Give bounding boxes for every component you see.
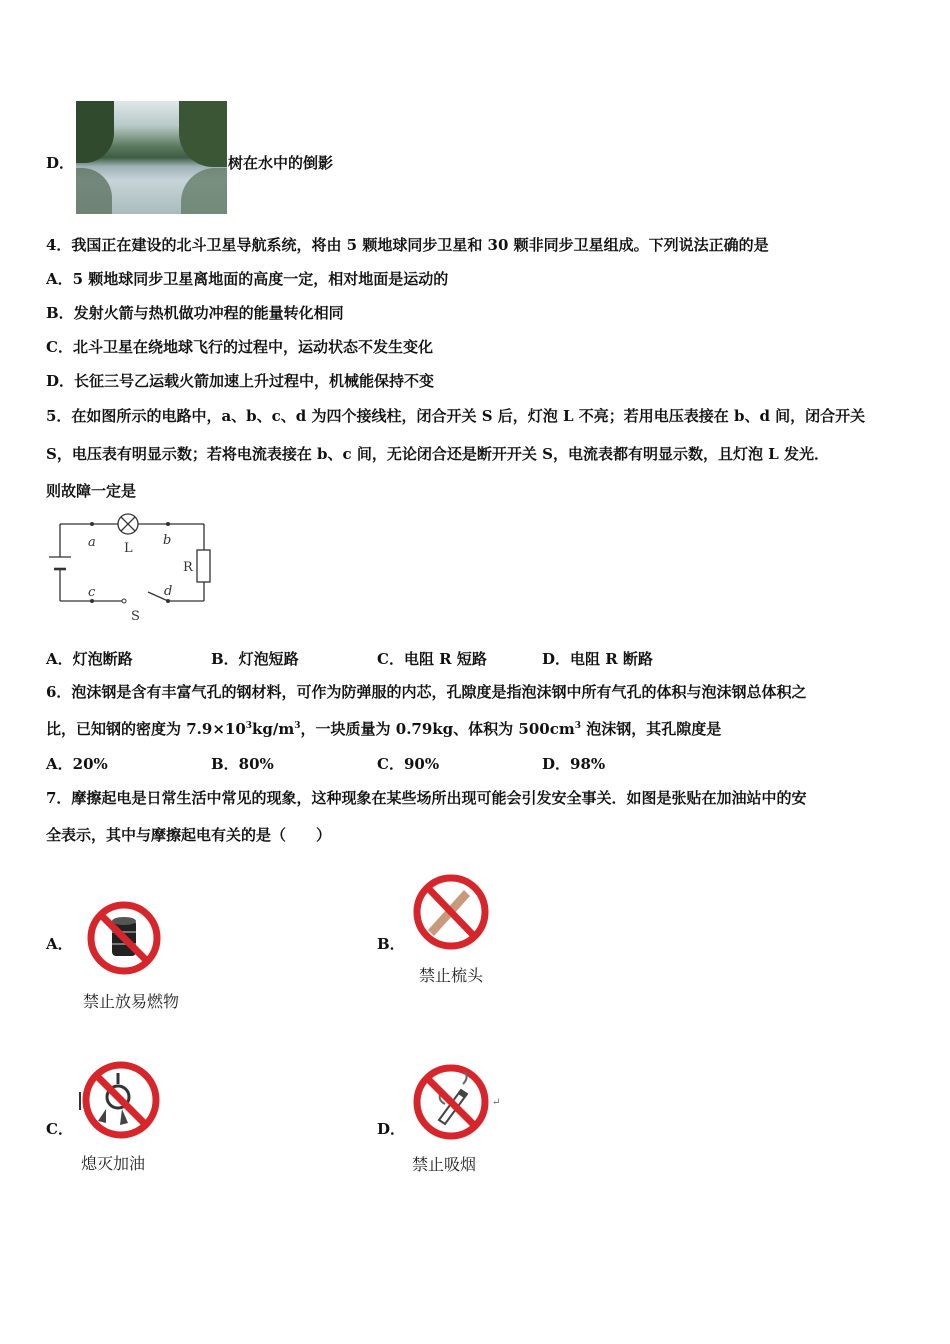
no-flammables-sign-icon bbox=[86, 900, 162, 976]
q7-option-d-caption: 禁止吸烟 bbox=[412, 1155, 477, 1174]
q4-option-a: A．5 颗地球同步卫星离地面的高度一定，相对地面是运动的 bbox=[46, 270, 449, 288]
q5-option-d: D．电阻 R 断路 bbox=[542, 650, 653, 668]
turn-off-engine-sign-icon bbox=[80, 1059, 162, 1141]
q5-stem-line3: 则故障一定是 bbox=[46, 482, 137, 500]
q4-stem: 4．我国正在建设的北斗卫星导航系统，将由 5 颗地球同步卫星和 30 颗非同步卫星组成。下列说法正确的是 bbox=[46, 236, 769, 254]
label-d: d bbox=[164, 584, 173, 599]
q7-stem-line2: 全表示，其中与摩擦起电有关的是（ ） bbox=[46, 826, 332, 844]
label-lamp: L bbox=[124, 541, 133, 556]
q5-option-c: C．电阻 R 短路 bbox=[377, 650, 487, 668]
circuit-diagram bbox=[44, 512, 216, 624]
q7-option-c-label: C． bbox=[46, 1120, 73, 1138]
q6-option-a: A．20% bbox=[46, 755, 108, 773]
q3-option-d-text: 树在水中的倒影 bbox=[228, 154, 334, 172]
q6-stem-line2: 比，已知钢的密度为 $7.9\times 10^3kg/m^3$，一块质量为 0.79kg、体积为 $500cm^3$ 泡沫钢，其孔隙度是 bbox=[46, 720, 722, 738]
label-resistor: R bbox=[183, 560, 193, 575]
q7-option-c-caption: 熄灭加油 bbox=[81, 1154, 146, 1173]
q7-option-b-label: B． bbox=[377, 935, 405, 953]
q3-option-d-label: D． bbox=[46, 154, 75, 172]
paragraph-mark-icon: ↵ bbox=[492, 1097, 501, 1108]
q5-option-b: B．灯泡短路 bbox=[211, 650, 299, 668]
tree-reflection-photo bbox=[76, 101, 227, 214]
q4-option-d: D．长征三号乙运载火箭加速上升过程中，机械能保持不变 bbox=[46, 372, 435, 390]
terminal-d bbox=[166, 599, 170, 603]
terminal-b bbox=[166, 522, 170, 526]
q4-option-c: C．北斗卫星在绕地球飞行的过程中，运动状态不发生变化 bbox=[46, 338, 433, 356]
q5-option-a: A．灯泡断路 bbox=[46, 650, 133, 668]
no-smoking-sign-icon bbox=[411, 1062, 491, 1142]
terminal-a bbox=[90, 522, 94, 526]
q7-option-b-caption: 禁止梳头 bbox=[419, 966, 484, 985]
q7-option-a-caption: 禁止放易燃物 bbox=[83, 992, 180, 1011]
q6-option-c: C．90% bbox=[377, 755, 440, 773]
q7-option-a-label: A． bbox=[46, 935, 73, 953]
q4-option-b: B．发射火箭与热机做功冲程的能量转化相同 bbox=[46, 304, 344, 322]
q6-stem-line1: 6．泡沫钢是含有丰富气孔的钢材料，可作为防弹服的内芯，孔隙度是指泡沫钢中所有气孔的体积与泡沫钢总体积之 bbox=[46, 683, 807, 701]
q7-option-d-label: D． bbox=[377, 1120, 406, 1138]
q6-option-d: D．98% bbox=[542, 755, 606, 773]
no-combing-sign-icon bbox=[412, 872, 490, 952]
q6-option-b: B．80% bbox=[211, 755, 274, 773]
q5-stem-line1: 5．在如图所示的电路中，a、b、c、d 为四个接线柱，闭合开关 S 后，灯泡 L 不亮；若用电压表接在 b、d 间，闭合开关 bbox=[46, 407, 866, 425]
q5-stem-line2: S，电压表有明显示数；若将电流表接在 b、c 间，无论闭合还是断开开关 S，电流表都有明显示数，且灯泡 L 发光． bbox=[46, 445, 829, 463]
label-switch: S bbox=[131, 609, 140, 624]
label-a: a bbox=[88, 535, 96, 550]
label-b: b bbox=[163, 533, 172, 548]
label-c: c bbox=[88, 585, 96, 600]
q7-stem-line1: 7．摩擦起电是日常生活中常见的现象，这种现象在某些场所出现可能会引发安全事关．如图是张贴在加油站中的安 bbox=[46, 789, 807, 807]
